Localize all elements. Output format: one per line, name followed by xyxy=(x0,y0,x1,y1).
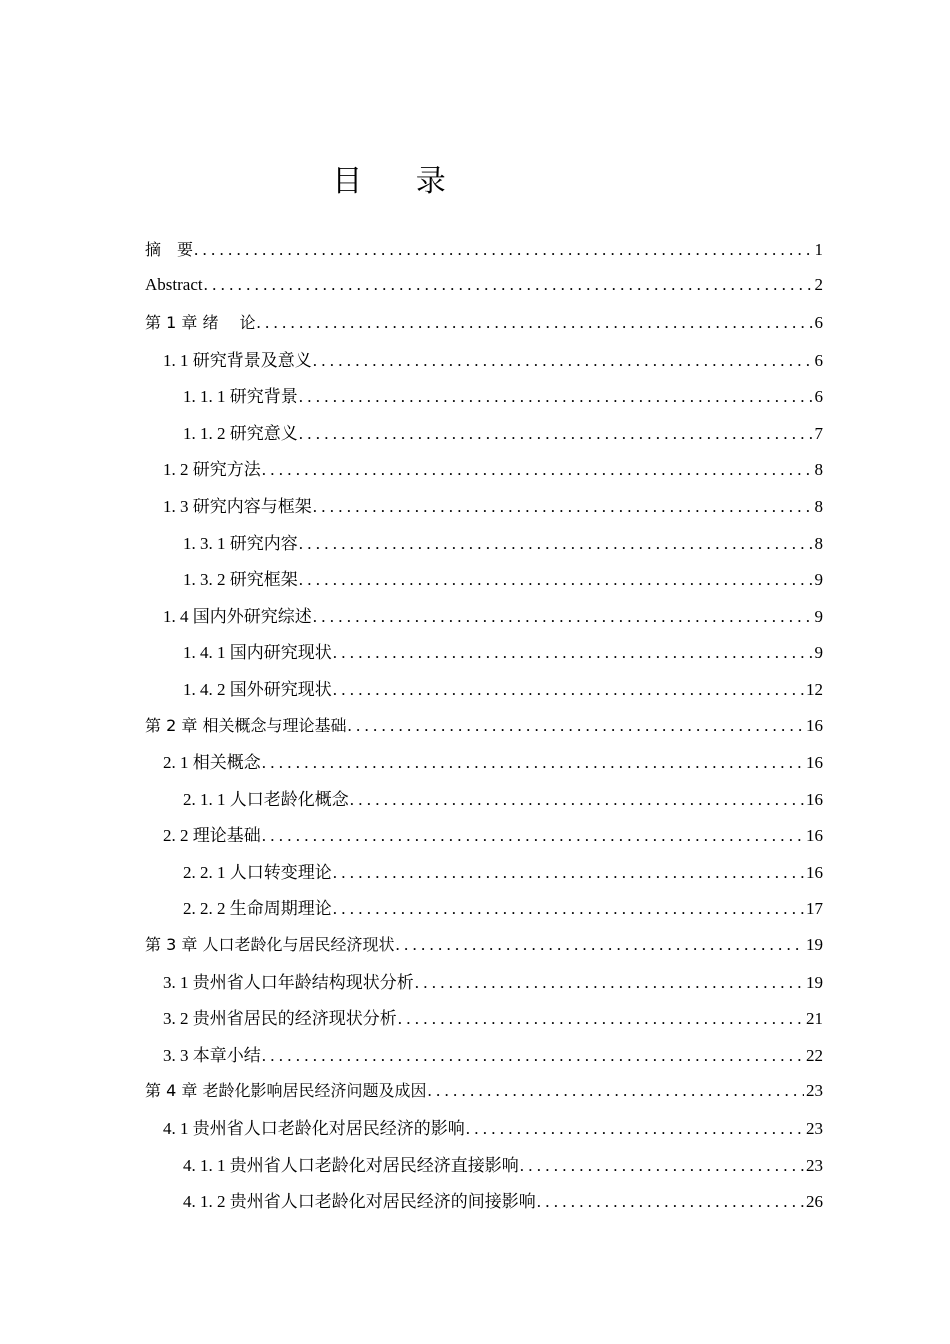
toc-entry[interactable] xyxy=(0,889,823,926)
toc-entry[interactable] xyxy=(0,1145,823,1182)
toc-entry-label: 3. 1 贵州省人口年龄结构现状分析 xyxy=(163,972,414,992)
toc-entry-label: 1. 4 国内外研究综述 xyxy=(163,606,312,626)
toc-leader-dots xyxy=(194,240,812,260)
toc-entry-page: 16 xyxy=(806,862,823,882)
toc-leader-dots xyxy=(262,1046,804,1066)
toc-entry[interactable] xyxy=(0,706,823,743)
table-of-contents xyxy=(0,230,950,1218)
toc-entry[interactable] xyxy=(0,267,823,304)
toc-entry-page: 9 xyxy=(814,606,823,626)
toc-entry-label: 2. 1 相关概念 xyxy=(163,753,261,773)
toc-entry[interactable] xyxy=(0,998,823,1035)
toc-leader-dots xyxy=(333,863,804,883)
toc-leader-dots xyxy=(333,680,804,700)
toc-entry-page: 16 xyxy=(806,826,823,846)
toc-entry[interactable] xyxy=(0,596,823,633)
toc-entry-page: 8 xyxy=(814,460,823,480)
toc-entry[interactable] xyxy=(0,852,823,889)
toc-entry-label: 1. 4. 1 国内研究现状 xyxy=(183,643,332,663)
toc-entry-page: 17 xyxy=(806,899,823,919)
toc-entry[interactable] xyxy=(0,962,823,999)
toc-leader-dots xyxy=(262,460,813,480)
toc-entry-label: 2. 2 理论基础 xyxy=(163,826,261,846)
toc-entry-label: 1. 1. 1 研究背景 xyxy=(183,387,298,407)
toc-entry-page: 26 xyxy=(806,1192,823,1212)
toc-entry[interactable] xyxy=(0,340,823,377)
toc-entry-page: 1 xyxy=(814,239,823,259)
toc-entry-label: 第 1 章 绪 论 xyxy=(145,312,256,332)
toc-entry[interactable] xyxy=(0,559,823,596)
toc-entry-label: 4. 1 贵州省人口老龄化对居民经济的影响 xyxy=(163,1119,465,1139)
toc-leader-dots xyxy=(333,899,804,919)
toc-entry-page: 22 xyxy=(806,1045,823,1065)
toc-entry-label: 1. 2 研究方法 xyxy=(163,460,261,480)
toc-entry-label: 2. 1. 1 人口老龄化概念 xyxy=(183,789,349,809)
toc-entry-page: 16 xyxy=(806,753,823,773)
toc-leader-dots xyxy=(398,1009,804,1029)
toc-entry-label: 第 2 章 相关概念与理论基础 xyxy=(145,715,347,735)
toc-entry[interactable] xyxy=(0,816,823,853)
toc-entry-page: 7 xyxy=(814,423,823,443)
toc-entry[interactable] xyxy=(0,669,823,706)
toc-entry[interactable] xyxy=(0,1072,823,1109)
toc-entry-label: 1. 3 研究内容与框架 xyxy=(163,496,312,516)
toc-entry-page: 23 xyxy=(806,1155,823,1175)
toc-entry-label: 第 4 章 老龄化影响居民经济问题及成因 xyxy=(145,1081,427,1101)
toc-leader-dots xyxy=(299,534,813,554)
toc-entry-page: 6 xyxy=(814,312,823,332)
toc-entry-page: 16 xyxy=(806,789,823,809)
toc-leader-dots xyxy=(299,387,813,407)
toc-leader-dots xyxy=(427,1081,804,1101)
toc-entry[interactable] xyxy=(0,925,823,962)
toc-entry[interactable] xyxy=(0,376,823,413)
toc-leader-dots xyxy=(262,826,804,846)
toc-entry[interactable] xyxy=(0,633,823,670)
toc-entry-label: 2. 2. 1 人口转变理论 xyxy=(183,862,332,882)
toc-leader-dots xyxy=(350,790,804,810)
toc-leader-dots xyxy=(299,570,813,590)
toc-entry-label: 4. 1. 2 贵州省人口老龄化对居民经济的间接影响 xyxy=(183,1192,536,1212)
toc-leader-dots xyxy=(466,1119,804,1139)
toc-entry-label: 1. 1. 2 研究意义 xyxy=(183,423,298,443)
toc-entry-label: 4. 1. 1 贵州省人口老龄化对居民经济直接影响 xyxy=(183,1155,519,1175)
toc-entry-page: 16 xyxy=(806,715,823,735)
toc-entry[interactable] xyxy=(0,779,823,816)
toc-leader-dots xyxy=(313,497,813,517)
toc-entry-label: 3. 3 本章小结 xyxy=(163,1045,261,1065)
toc-entry-page: 12 xyxy=(806,679,823,699)
toc-entry-page: 9 xyxy=(814,643,823,663)
toc-entry-label: Abstract xyxy=(145,274,203,294)
toc-entry-page: 9 xyxy=(814,570,823,590)
toc-leader-dots xyxy=(257,313,813,333)
toc-leader-dots xyxy=(415,973,804,993)
toc-entry-label: 摘 要 xyxy=(145,239,194,259)
toc-entry[interactable] xyxy=(0,303,823,340)
toc-entry[interactable] xyxy=(0,1108,823,1145)
toc-entry-page: 6 xyxy=(814,387,823,407)
toc-leader-dots xyxy=(520,1156,804,1176)
toc-entry-label: 1. 3. 2 研究框架 xyxy=(183,570,298,590)
toc-leader-dots xyxy=(333,643,813,663)
toc-entry-page: 8 xyxy=(814,496,823,516)
toc-entry-label: 3. 2 贵州省居民的经济现状分析 xyxy=(163,1009,397,1029)
toc-entry-label: 第 3 章 人口老龄化与居民经济现状 xyxy=(145,935,395,955)
toc-entry[interactable] xyxy=(0,450,823,487)
toc-leader-dots xyxy=(204,275,813,295)
toc-entry-label: 2. 2. 2 生命周期理论 xyxy=(183,899,332,919)
toc-leader-dots xyxy=(313,607,813,627)
toc-entry-label: 1. 4. 2 国外研究现状 xyxy=(183,679,332,699)
toc-entry-page: 8 xyxy=(814,533,823,553)
toc-entry-page: 6 xyxy=(814,350,823,370)
toc-title: 目 录 xyxy=(332,164,468,199)
toc-entry[interactable] xyxy=(0,1181,823,1218)
toc-leader-dots xyxy=(537,1192,804,1212)
toc-entry-page: 2 xyxy=(814,274,823,294)
toc-leader-dots xyxy=(299,424,813,444)
toc-leader-dots xyxy=(313,351,813,371)
toc-entry[interactable] xyxy=(0,1035,823,1072)
toc-entry-page: 23 xyxy=(806,1119,823,1139)
toc-entry-page: 19 xyxy=(806,972,823,992)
toc-leader-dots xyxy=(347,716,804,736)
toc-entry[interactable] xyxy=(0,230,823,267)
toc-entry-page: 23 xyxy=(806,1081,823,1101)
toc-leader-dots xyxy=(262,753,804,773)
toc-entry[interactable] xyxy=(0,413,823,450)
toc-leader-dots xyxy=(395,935,804,955)
toc-entry-label: 1. 3. 1 研究内容 xyxy=(183,533,298,553)
toc-entry[interactable] xyxy=(0,742,823,779)
toc-entry-label: 1. 1 研究背景及意义 xyxy=(163,350,312,370)
toc-entry[interactable] xyxy=(0,523,823,560)
toc-entry[interactable] xyxy=(0,486,823,523)
toc-entry-page: 19 xyxy=(806,935,823,955)
toc-entry-page: 21 xyxy=(806,1009,823,1029)
